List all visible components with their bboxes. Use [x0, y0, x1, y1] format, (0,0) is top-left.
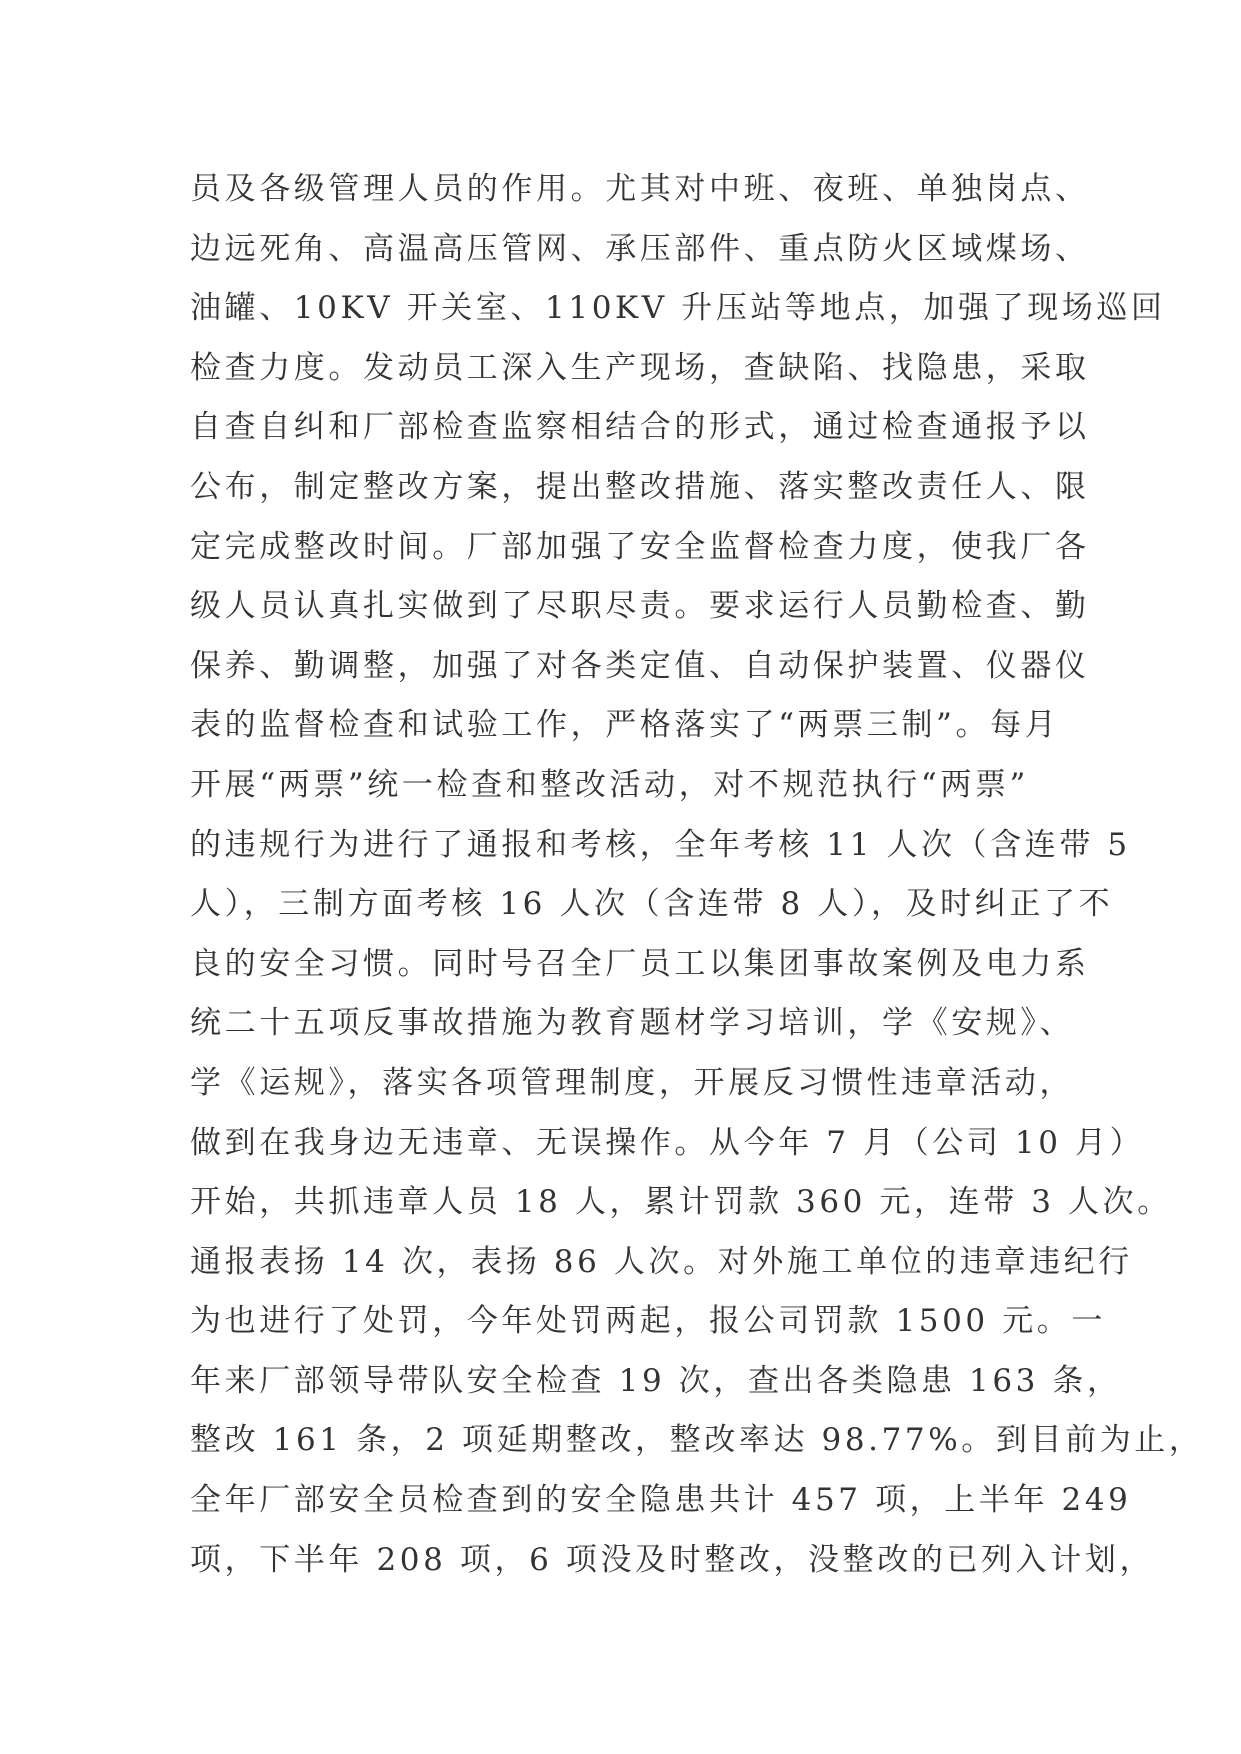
text-line: 公布，制定整改方案，提出整改措施、落实整改责任人、限	[190, 468, 1090, 505]
text-line: 自查自纠和厂部检查监察相结合的形式，通过检查通报予以	[190, 409, 1090, 446]
text-line: 学《运规》，落实各项管理制度，开展反习惯性违章活动，	[190, 1064, 1075, 1101]
text-line: 级人员认真扎实做到了尽职尽责。要求运行人员勤检查、勤	[190, 588, 1090, 625]
text-line: 统二十五项反事故措施为教育题材学习培训，学《安规》、	[190, 1005, 1075, 1042]
text-line: 通报表扬 14 次，表扬 86 人次。对外施工单位的违章违纪行	[190, 1243, 1133, 1280]
text-line: 项，下半年 208 项，6 项没及时整改，没整改的已列入计划，	[190, 1541, 1155, 1578]
text-line: 年来厂部领导带队安全检查 19 次，查出各类隐患 163 条，	[190, 1362, 1122, 1399]
text-line: 定完成整改时间。厂部加强了安全监督检查力度，使我厂各	[190, 528, 1090, 565]
text-line: 全年厂部安全员检查到的安全隐患共计 457 项，上半年 249	[190, 1482, 1132, 1519]
text-line: 整改 161 条，2 项延期整改，整改率达 98.77%。到目前为止，	[190, 1422, 1204, 1459]
text-line: 表的监督检查和试验工作，严格落实了“两票三制”。每月	[190, 707, 1060, 744]
text-line: 的违规行为进行了通报和考核，全年考核 11 人次（含连带 5	[190, 826, 1131, 863]
text-line: 做到在我身边无违章、无误操作。从今年 7 月（公司 10 月）	[190, 1124, 1145, 1161]
text-line: 良的安全习惯。同时号召全厂员工以集团事故案例及电力系	[190, 945, 1090, 982]
text-line: 员及各级管理人员的作用。尤其对中班、夜班、单独岗点、	[190, 171, 1090, 207]
text-line: 开展“两票”统一检查和整改活动，对不规范执行“两票”	[190, 766, 1029, 803]
text-line: 检查力度。发动员工深入生产现场，查缺陷、找隐患，采取	[190, 349, 1090, 386]
text-line: 人），三制方面考核 16 人次（含连带 8 人），及时纠正了不	[190, 886, 1114, 923]
text-line: 保养、勤调整，加强了对各类定值、自动保护装置、仪器仪	[190, 647, 1090, 684]
text-line: 油罐、10KV 开关室、110KV 升压站等地点，加强了现场巡回	[190, 290, 1166, 327]
text-line: 边远死角、高温高压管网、承压部件、重点防火区域煤场、	[190, 230, 1090, 267]
text-line: 为也进行了处罚，今年处罚两起，报公司罚款 1500 元。一	[190, 1303, 1106, 1340]
text-line: 开始，共抓违章人员 18 人，累计罚款 360 元，连带 3 人次。	[190, 1184, 1172, 1221]
body-text	[190, 160, 1204, 1590]
